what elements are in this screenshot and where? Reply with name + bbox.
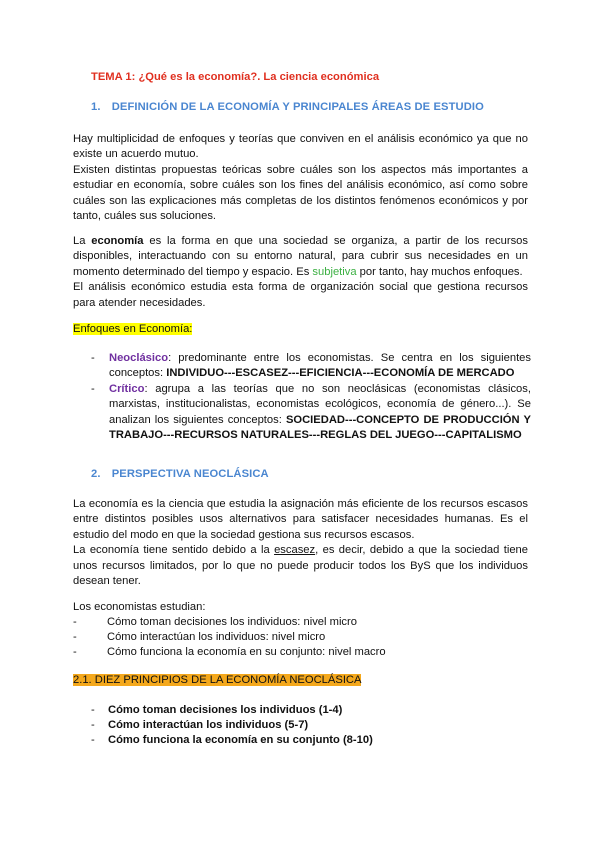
definition-paragraph-2: El análisis económico estudia esta forma de organización social que gestiona recursos para atender necesidades. xyxy=(73,281,528,309)
school-concepts: SOCIEDAD---CONCEPTO DE PRODUCCIÓN Y TRABAJO---RECURSOS NATURALES---REGLAS DEL JUEGO---CAPITALISMO xyxy=(109,413,531,442)
section-2-number: 2. xyxy=(91,468,101,480)
definition-text-1: es la forma en que una sociedad se organiza, a partir de los recursos disponibles, interactuando con su entorno natural, para cubrir sus necesidades en un momento determinado del tiempo y espacio. Es xyxy=(73,235,528,278)
document-title: TEMA 1: ¿Qué es la economía?. La ciencia económica xyxy=(91,71,380,83)
definition-lead: La xyxy=(73,235,92,247)
list-dash: - xyxy=(91,704,95,716)
section-2-paragraph-2 xyxy=(73,543,528,589)
definition-term: economía xyxy=(91,235,144,247)
enfoques-heading-wrap xyxy=(73,322,192,337)
section-1-heading xyxy=(91,101,484,113)
list-dash: - xyxy=(91,734,95,747)
intro-paragraph-1: Hay multiplicidad de enfoques y teorías que conviven en el análisis económico ya que no existe un acuerdo mutuo. xyxy=(73,133,528,161)
list-item-text: Cómo interactúan los individuos (5-7) xyxy=(108,719,309,732)
section-2-1-heading-wrap xyxy=(73,673,361,688)
enfoques-heading: Enfoques en Economía: xyxy=(73,323,193,335)
section-2-body xyxy=(73,497,528,589)
section-1-number: 1. xyxy=(91,101,101,113)
section-2-1-heading: 2.1. DIEZ PRINCIPIOS DE LA ECONOMÍA NEOCLÁSICA xyxy=(73,674,362,686)
subjective-word: subjetiva xyxy=(312,265,357,278)
list-item-text: Cómo funciona la economía en su conjunto: nivel macro xyxy=(107,646,386,659)
definition-text-2: por tanto, hay muchos enfoques. xyxy=(356,265,523,278)
section-2-paragraph-1: La economía es la ciencia que estudia la asignación más eficiente de los recursos escasos entre distintos posibles usos alternativos para satisfacer necesidades humanas. Es el estudio del modo en que la sociedad gestiona sus recursos escasos. xyxy=(73,498,528,541)
definition-paragraph xyxy=(73,234,528,280)
scarcity-rest: , es decir, debido a que la sociedad tiene unos recursos limitados, por lo que no puede producir todos los ByS que los individuos desean tener. xyxy=(73,544,528,588)
scarcity-lead: La economía tiene sentido debido a la xyxy=(73,544,275,557)
list-dash: - xyxy=(91,352,95,364)
section-1-title: DEFINICIÓN DE LA ECONOMÍA Y PRINCIPALES ÁREAS DE ESTUDIO xyxy=(111,101,484,113)
school-name-critico: Crítico xyxy=(109,382,145,395)
list-dash: - xyxy=(73,616,77,628)
enfoques-list xyxy=(91,351,531,443)
list-item-text: Cómo toman decisiones los individuos: nivel micro xyxy=(107,616,357,628)
list-item-text: Cómo interactúan los individuos: nivel micro xyxy=(107,631,326,644)
section-2-title: PERSPECTIVA NEOCLÁSICA xyxy=(111,468,269,480)
study-heading: Los economistas estudian: xyxy=(73,601,206,613)
section-2-heading xyxy=(91,468,269,480)
school-name-neoclasico: Neoclásico xyxy=(109,352,169,364)
intro-paragraph-2: Existen distintas propuestas teóricas sobre cuáles son los aspectos más importantes a estudiar en economía, sobre cuáles son los fines del análisis económico, así como sobre cuáles son las explicaciones más completas de los distintos fenómenos económicos y por tanto, cuáles sus soluciones. xyxy=(73,163,528,223)
school-description: : agrupa a las teorías que no son neoclásicas (economistas clásicos, marxistas, institucionalistas, economistas ecológicos, economía de género...). Se analizan los siguientes conceptos: xyxy=(109,382,531,426)
list-dash: - xyxy=(73,646,77,659)
scarcity-term: escasez xyxy=(274,544,316,557)
enfoque-item-neoclasico xyxy=(91,351,531,382)
list-dash: - xyxy=(73,631,77,644)
definition-block xyxy=(73,234,528,311)
school-description: : predominante entre los economistas. Se centra en los siguientes conceptos: xyxy=(109,352,531,380)
list-item-text: Cómo funciona la economía en su conjunto (8-10) xyxy=(108,734,373,747)
school-concepts: INDIVIDUO---ESCASEZ---EFICIENCIA---ECONOMÍA DE MERCADO xyxy=(166,367,515,380)
enfoque-item-critico xyxy=(91,382,531,444)
intro-block xyxy=(73,132,528,224)
list-dash: - xyxy=(91,719,95,732)
list-item-text: Cómo toman decisiones los individuos (1-4) xyxy=(108,704,343,716)
list-dash: - xyxy=(91,382,95,395)
